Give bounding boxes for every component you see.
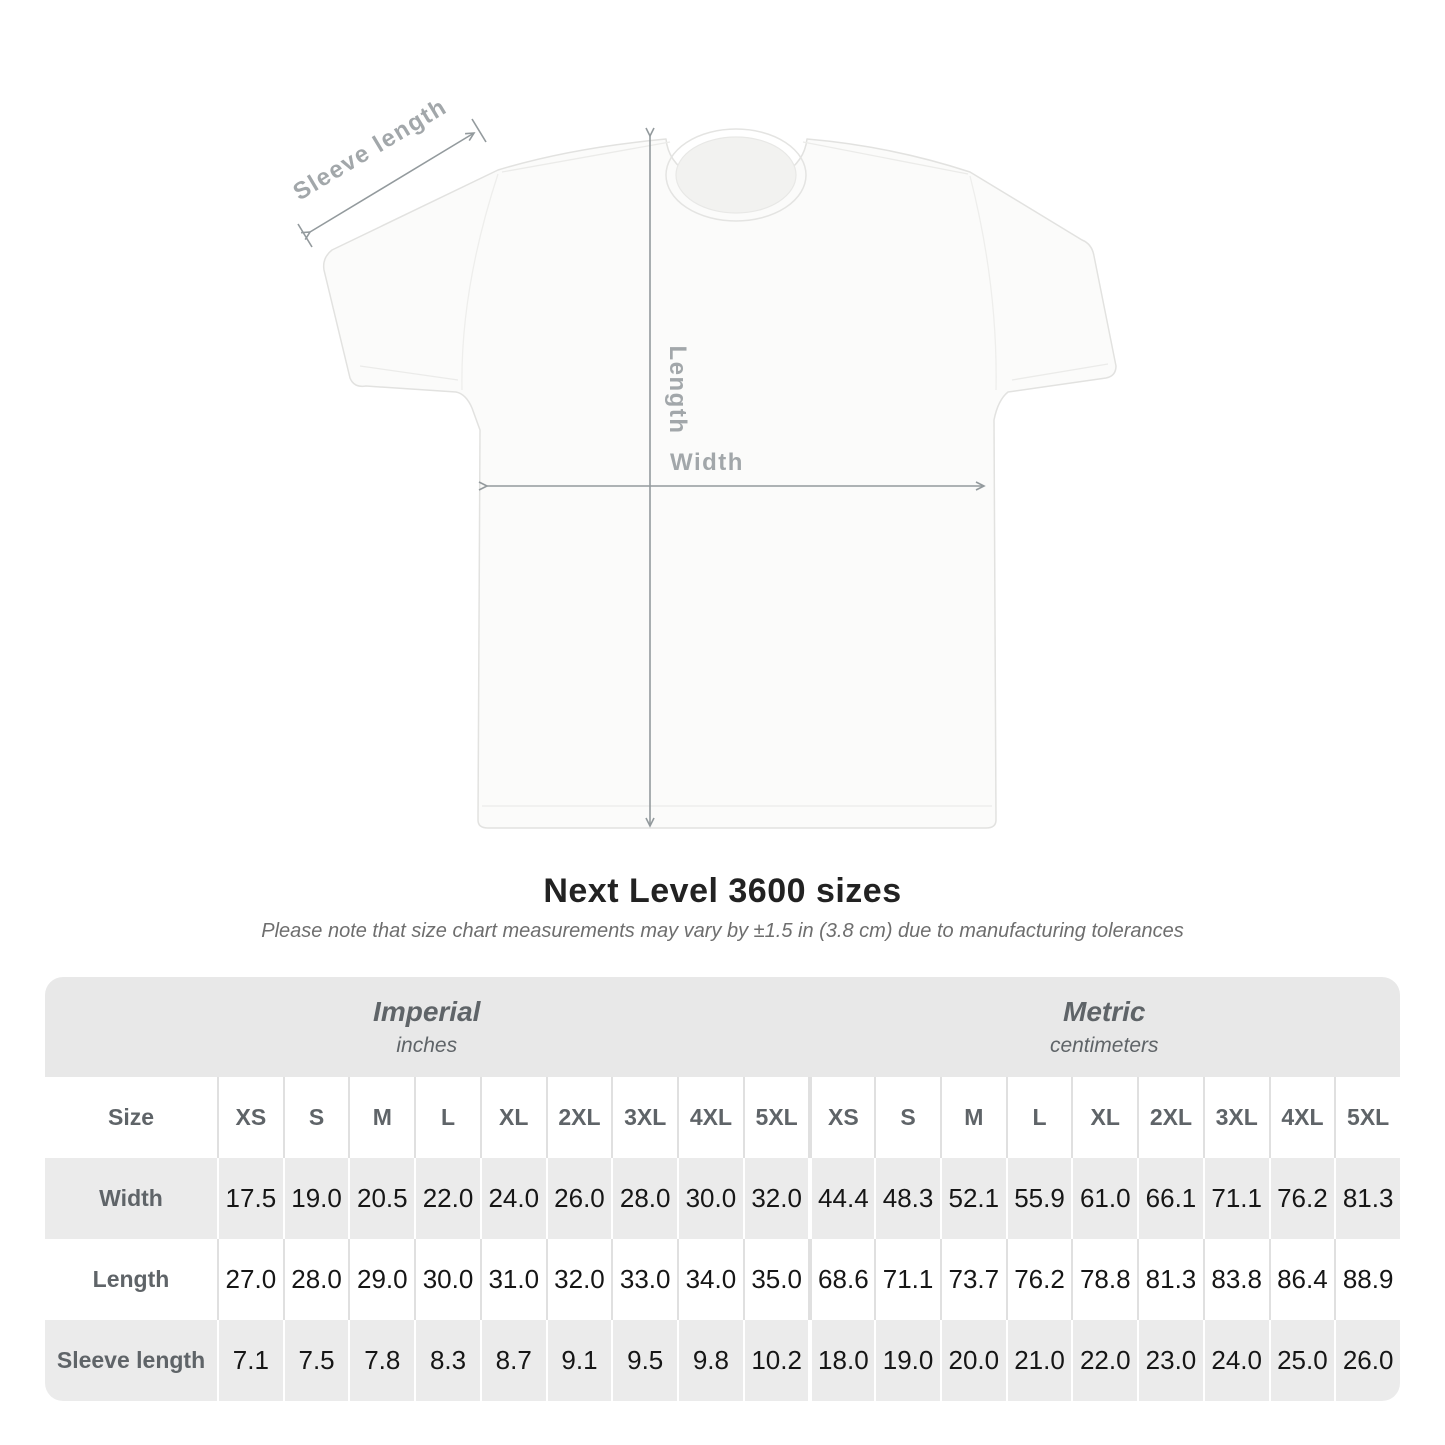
value-cell: 61.0: [1071, 1158, 1137, 1239]
value-cell: 52.1: [940, 1158, 1006, 1239]
value-cell: 7.8: [348, 1320, 414, 1401]
value-cell: 33.0: [611, 1239, 677, 1320]
value-cell: 44.4: [808, 1158, 874, 1239]
value-cell: 27.0: [217, 1239, 283, 1320]
value-cell: 73.7: [940, 1239, 1006, 1320]
value-cell: 55.9: [1006, 1158, 1072, 1239]
row-label-cell: Width: [45, 1158, 217, 1239]
metric-group-header: [808, 977, 1400, 1077]
value-cell: 22.0: [414, 1158, 480, 1239]
tshirt-measurement-diagram: [270, 90, 1130, 880]
value-cell: 24.0: [1203, 1320, 1269, 1401]
collar-opening: [676, 137, 796, 213]
imperial-unit-label: inches: [396, 1033, 458, 1057]
size-col-header: L: [1006, 1077, 1072, 1158]
value-cell: 88.9: [1334, 1239, 1400, 1320]
value-cell: 32.0: [743, 1158, 809, 1239]
value-cell: 8.3: [414, 1320, 480, 1401]
value-cell: 71.1: [874, 1239, 940, 1320]
value-cell: 10.2: [743, 1320, 809, 1401]
length-label: Length: [664, 345, 691, 435]
value-cell: 68.6: [808, 1239, 874, 1320]
value-cell: 18.0: [808, 1320, 874, 1401]
row-label-cell: Sleeve length: [45, 1320, 217, 1401]
size-table: [45, 977, 1400, 1401]
value-cell: 9.8: [677, 1320, 743, 1401]
size-col-header: 5XL: [1334, 1077, 1400, 1158]
size-col-header: M: [940, 1077, 1006, 1158]
size-col-header: L: [414, 1077, 480, 1158]
size-col-header: 3XL: [611, 1077, 677, 1158]
value-cell: 21.0: [1006, 1320, 1072, 1401]
size-col-header: 4XL: [1269, 1077, 1335, 1158]
value-cell: 30.0: [414, 1239, 480, 1320]
size-col-header: S: [874, 1077, 940, 1158]
value-cell: 83.8: [1203, 1239, 1269, 1320]
value-cell: 7.1: [217, 1320, 283, 1401]
value-cell: 24.0: [480, 1158, 546, 1239]
value-cell: 71.1: [1203, 1158, 1269, 1239]
value-cell: 81.3: [1137, 1239, 1203, 1320]
size-col-header: 2XL: [546, 1077, 612, 1158]
tshirt-graphic: [324, 129, 1116, 828]
value-cell: 22.0: [1071, 1320, 1137, 1401]
value-cell: 32.0: [546, 1239, 612, 1320]
value-cell: 9.5: [611, 1320, 677, 1401]
value-cell: 48.3: [874, 1158, 940, 1239]
sleeve-length-label: Sleeve length: [288, 93, 452, 207]
imperial-group-header: [45, 977, 808, 1077]
value-cell: 76.2: [1006, 1239, 1072, 1320]
metric-label: Metric: [1063, 996, 1146, 1028]
metric-unit-label: centimeters: [1049, 1033, 1159, 1057]
value-cell: 26.0: [546, 1158, 612, 1239]
value-cell: 31.0: [480, 1239, 546, 1320]
width-label: Width: [670, 449, 744, 476]
size-col-header: 2XL: [1137, 1077, 1203, 1158]
size-col-header: XS: [217, 1077, 283, 1158]
value-cell: 35.0: [743, 1239, 809, 1320]
row-label-cell: Length: [45, 1239, 217, 1320]
value-cell: 26.0: [1334, 1320, 1400, 1401]
size-col-header: M: [348, 1077, 414, 1158]
value-cell: 20.0: [940, 1320, 1006, 1401]
value-cell: 66.1: [1137, 1158, 1203, 1239]
page-title: Next Level 3600 sizes: [543, 872, 902, 910]
value-cell: 17.5: [217, 1158, 283, 1239]
value-cell: 34.0: [677, 1239, 743, 1320]
value-cell: 9.1: [546, 1320, 612, 1401]
size-col-header: XL: [480, 1077, 546, 1158]
value-cell: 81.3: [1334, 1158, 1400, 1239]
size-corner-label: Size: [45, 1077, 217, 1158]
value-cell: 28.0: [283, 1239, 349, 1320]
value-cell: 30.0: [677, 1158, 743, 1239]
value-cell: 19.0: [874, 1320, 940, 1401]
value-cell: 7.5: [283, 1320, 349, 1401]
value-cell: 78.8: [1071, 1239, 1137, 1320]
size-col-header: 3XL: [1203, 1077, 1269, 1158]
size-col-header: S: [283, 1077, 349, 1158]
value-cell: 29.0: [348, 1239, 414, 1320]
size-col-header: 5XL: [743, 1077, 809, 1158]
value-cell: 8.7: [480, 1320, 546, 1401]
size-col-header: XL: [1071, 1077, 1137, 1158]
value-cell: 86.4: [1269, 1239, 1335, 1320]
value-cell: 28.0: [611, 1158, 677, 1239]
value-cell: 23.0: [1137, 1320, 1203, 1401]
value-cell: 20.5: [348, 1158, 414, 1239]
size-col-header: XS: [808, 1077, 874, 1158]
imperial-label: Imperial: [373, 996, 481, 1028]
value-cell: 76.2: [1269, 1158, 1335, 1239]
value-cell: 19.0: [283, 1158, 349, 1239]
size-col-header: 4XL: [677, 1077, 743, 1158]
value-cell: 25.0: [1269, 1320, 1335, 1401]
tolerance-note: Please note that size chart measurements may vary by ±1.5 in (3.8 cm) due to manufacturing tolerances: [261, 920, 1184, 942]
